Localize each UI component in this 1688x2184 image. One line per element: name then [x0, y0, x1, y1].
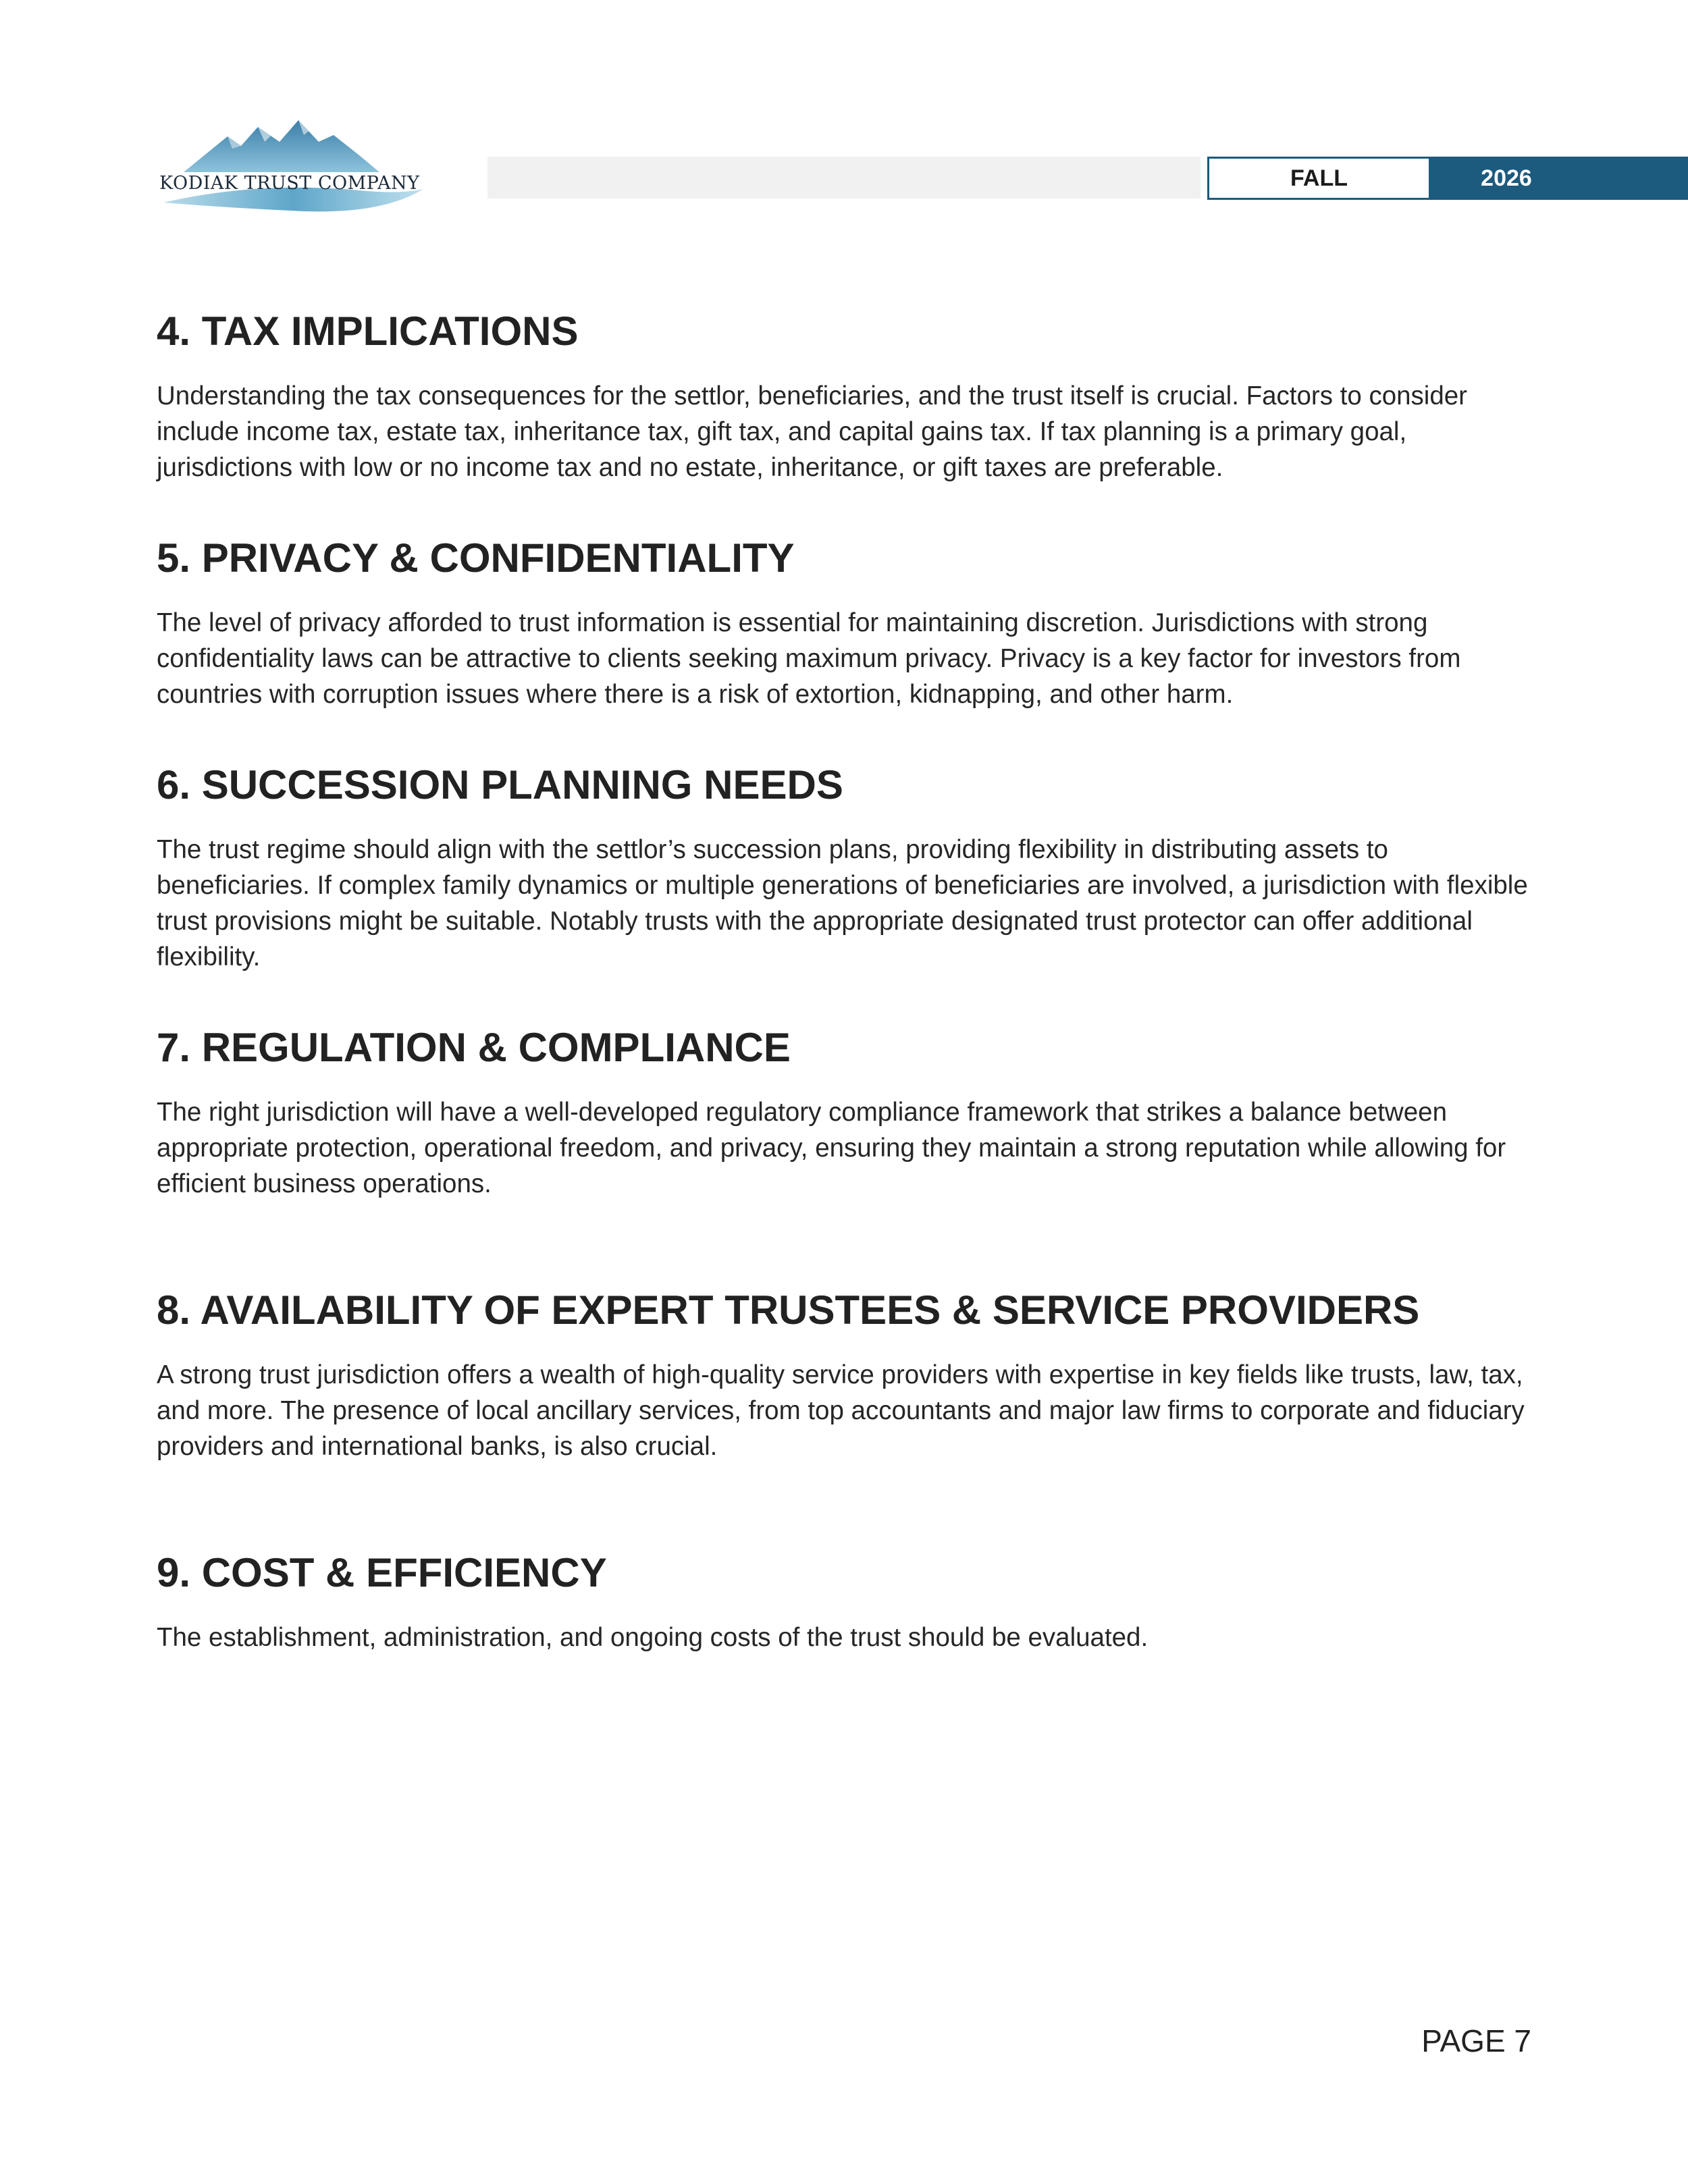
season-label: FALL [1207, 157, 1431, 200]
mountain-logo-icon [157, 115, 447, 219]
section-heading: 8. AVAILABILITY OF EXPERT TRUSTEES & SERVICE PROVIDERS [157, 1287, 1420, 1333]
page-number: PAGE 7 [1421, 2023, 1531, 2058]
section-body: Understanding the tax consequences for the settlor, beneficiaries, and the trust itself is crucial. Factors to consider include income tax, estate tax, inheritance tax, gift tax, and capital gains tax. If tax planning is a primary goal, jurisdictions with low or no income tax and no estate, inheritance, or gift taxes are preferable. [157, 381, 1467, 482]
section-cost-efficiency [157, 1549, 1541, 1655]
section-body: The right jurisdiction will have a well-developed regulatory compliance framework that strikes a balance between appropriate protection, operational freedom, and privacy, ensuring they maintain a strong reputation while allowing for efficient business operations. [157, 1098, 1506, 1198]
company-name: KODIAK TRUST COMPANY [159, 173, 420, 194]
section-succession-planning [157, 761, 1541, 975]
section-heading: 4. TAX IMPLICATIONS [157, 309, 579, 354]
year-text: 2026 [1481, 165, 1532, 191]
section-body: The level of privacy afforded to trust information is essential for maintaining discretion. Jurisdictions with strong confidentiality laws can be attractive to clients seeking maximum privacy. Privacy is a key factor for investors from countries with corruption issues where there is a risk of extortion, kidnapping, and other harm. [157, 608, 1461, 709]
year-label [1429, 157, 1688, 200]
section-body: A strong trust jurisdiction offers a wealth of high-quality service providers with expertise in key fields like trusts, law, tax, and more. The presence of local ancillary services, from top accountants and major law firms to corporate and fiduciary providers and international banks, is also crucial. [157, 1360, 1525, 1461]
company-logo [157, 115, 447, 219]
section-heading: 9. COST & EFFICIENCY [157, 1550, 607, 1595]
header-band [487, 157, 1201, 198]
section-body: The establishment, administration, and ongoing costs of the trust should be evaluated. [157, 1623, 1149, 1652]
section-heading: 6. SUCCESSION PLANNING NEEDS [157, 762, 843, 807]
section-heading: 7. REGULATION & COMPLIANCE [157, 1025, 791, 1070]
section-tax-implications [157, 307, 1541, 485]
section-heading: 5. PRIVACY & CONFIDENTIALITY [157, 535, 795, 581]
section-regulation-compliance [157, 1023, 1541, 1202]
article-content [157, 307, 1541, 1655]
section-privacy-confidentiality [157, 534, 1541, 712]
section-expert-trustees [157, 1286, 1541, 1464]
section-body: The trust regime should align with the settlor’s succession plans, providing flexibility in distributing assets to beneficiaries. If complex family dynamics or multiple generations of beneficiaries are involved, a jurisdiction with flexible trust provisions might be suitable. Notably trusts with the appropriate designated trust protector can offer additional flexibility. [157, 835, 1528, 971]
